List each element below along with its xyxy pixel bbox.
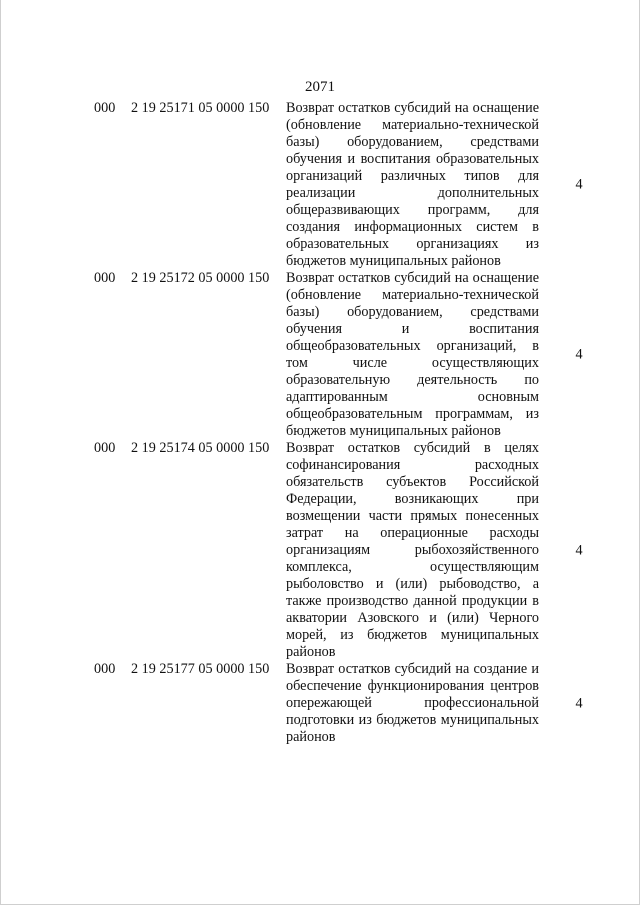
row-description: Возврат остатков субсидий в целях софинансирования расходных обязательств субъектов Российской Федерации, возникающих при возмещении части прямых понесенных затрат на операционные расходы организациям рыбохозяйственного комплекса, осуществляющим рыболовство и (или) рыбоводство, а также производство данной продукции в акватории Азовского и (или) Черного морей, из бюджетов муниципальных районов: [286, 440, 539, 660]
admin-code: 000: [94, 440, 116, 456]
row-amount: 4: [575, 176, 583, 193]
table-row: [1, 270, 640, 440]
row-description: Возврат остатков субсидий на оснащение (обновление материально-технической базы) оборудованием, средствами обучения и воспитания общеобразовательных организаций, в том числе осуществляющих образовательную деятельность по адаптированным основным общеобразовательным программам, из бюджетов муниципальных районов: [286, 270, 539, 439]
admin-code: 000: [94, 270, 116, 286]
table-row: [1, 100, 640, 270]
budget-classification-code: 2 19 25177 05 0000 150: [131, 661, 270, 677]
admin-code: 000: [94, 661, 116, 677]
admin-code: 000: [94, 100, 116, 116]
row-amount: 4: [575, 542, 583, 558]
budget-classification-code: 2 19 25171 05 0000 150: [131, 100, 270, 116]
row-amount: 4: [575, 346, 583, 363]
row-description: Возврат остатков субсидий на оснащение (обновление материально-технической базы) оборудованием, средствами обучения и воспитания образовательных организаций различных типов для реализации дополнительных общеразвивающих программ, для создания информационных систем в образовательных организациях из бюджетов муниципальных районов: [286, 100, 539, 269]
budget-classification-code: 2 19 25174 05 0000 150: [131, 440, 270, 456]
table-row: [1, 440, 640, 661]
budget-code-table: [1, 100, 640, 746]
page-number: 2071: [305, 79, 335, 95]
row-description: Возврат остатков субсидий на создание и обеспечение функционирования центров опережающей профессиональной подготовки из бюджетов муниципальных районов: [286, 661, 539, 745]
row-amount: 4: [575, 695, 583, 711]
budget-classification-code: 2 19 25172 05 0000 150: [131, 270, 270, 286]
table-row: [1, 661, 640, 746]
